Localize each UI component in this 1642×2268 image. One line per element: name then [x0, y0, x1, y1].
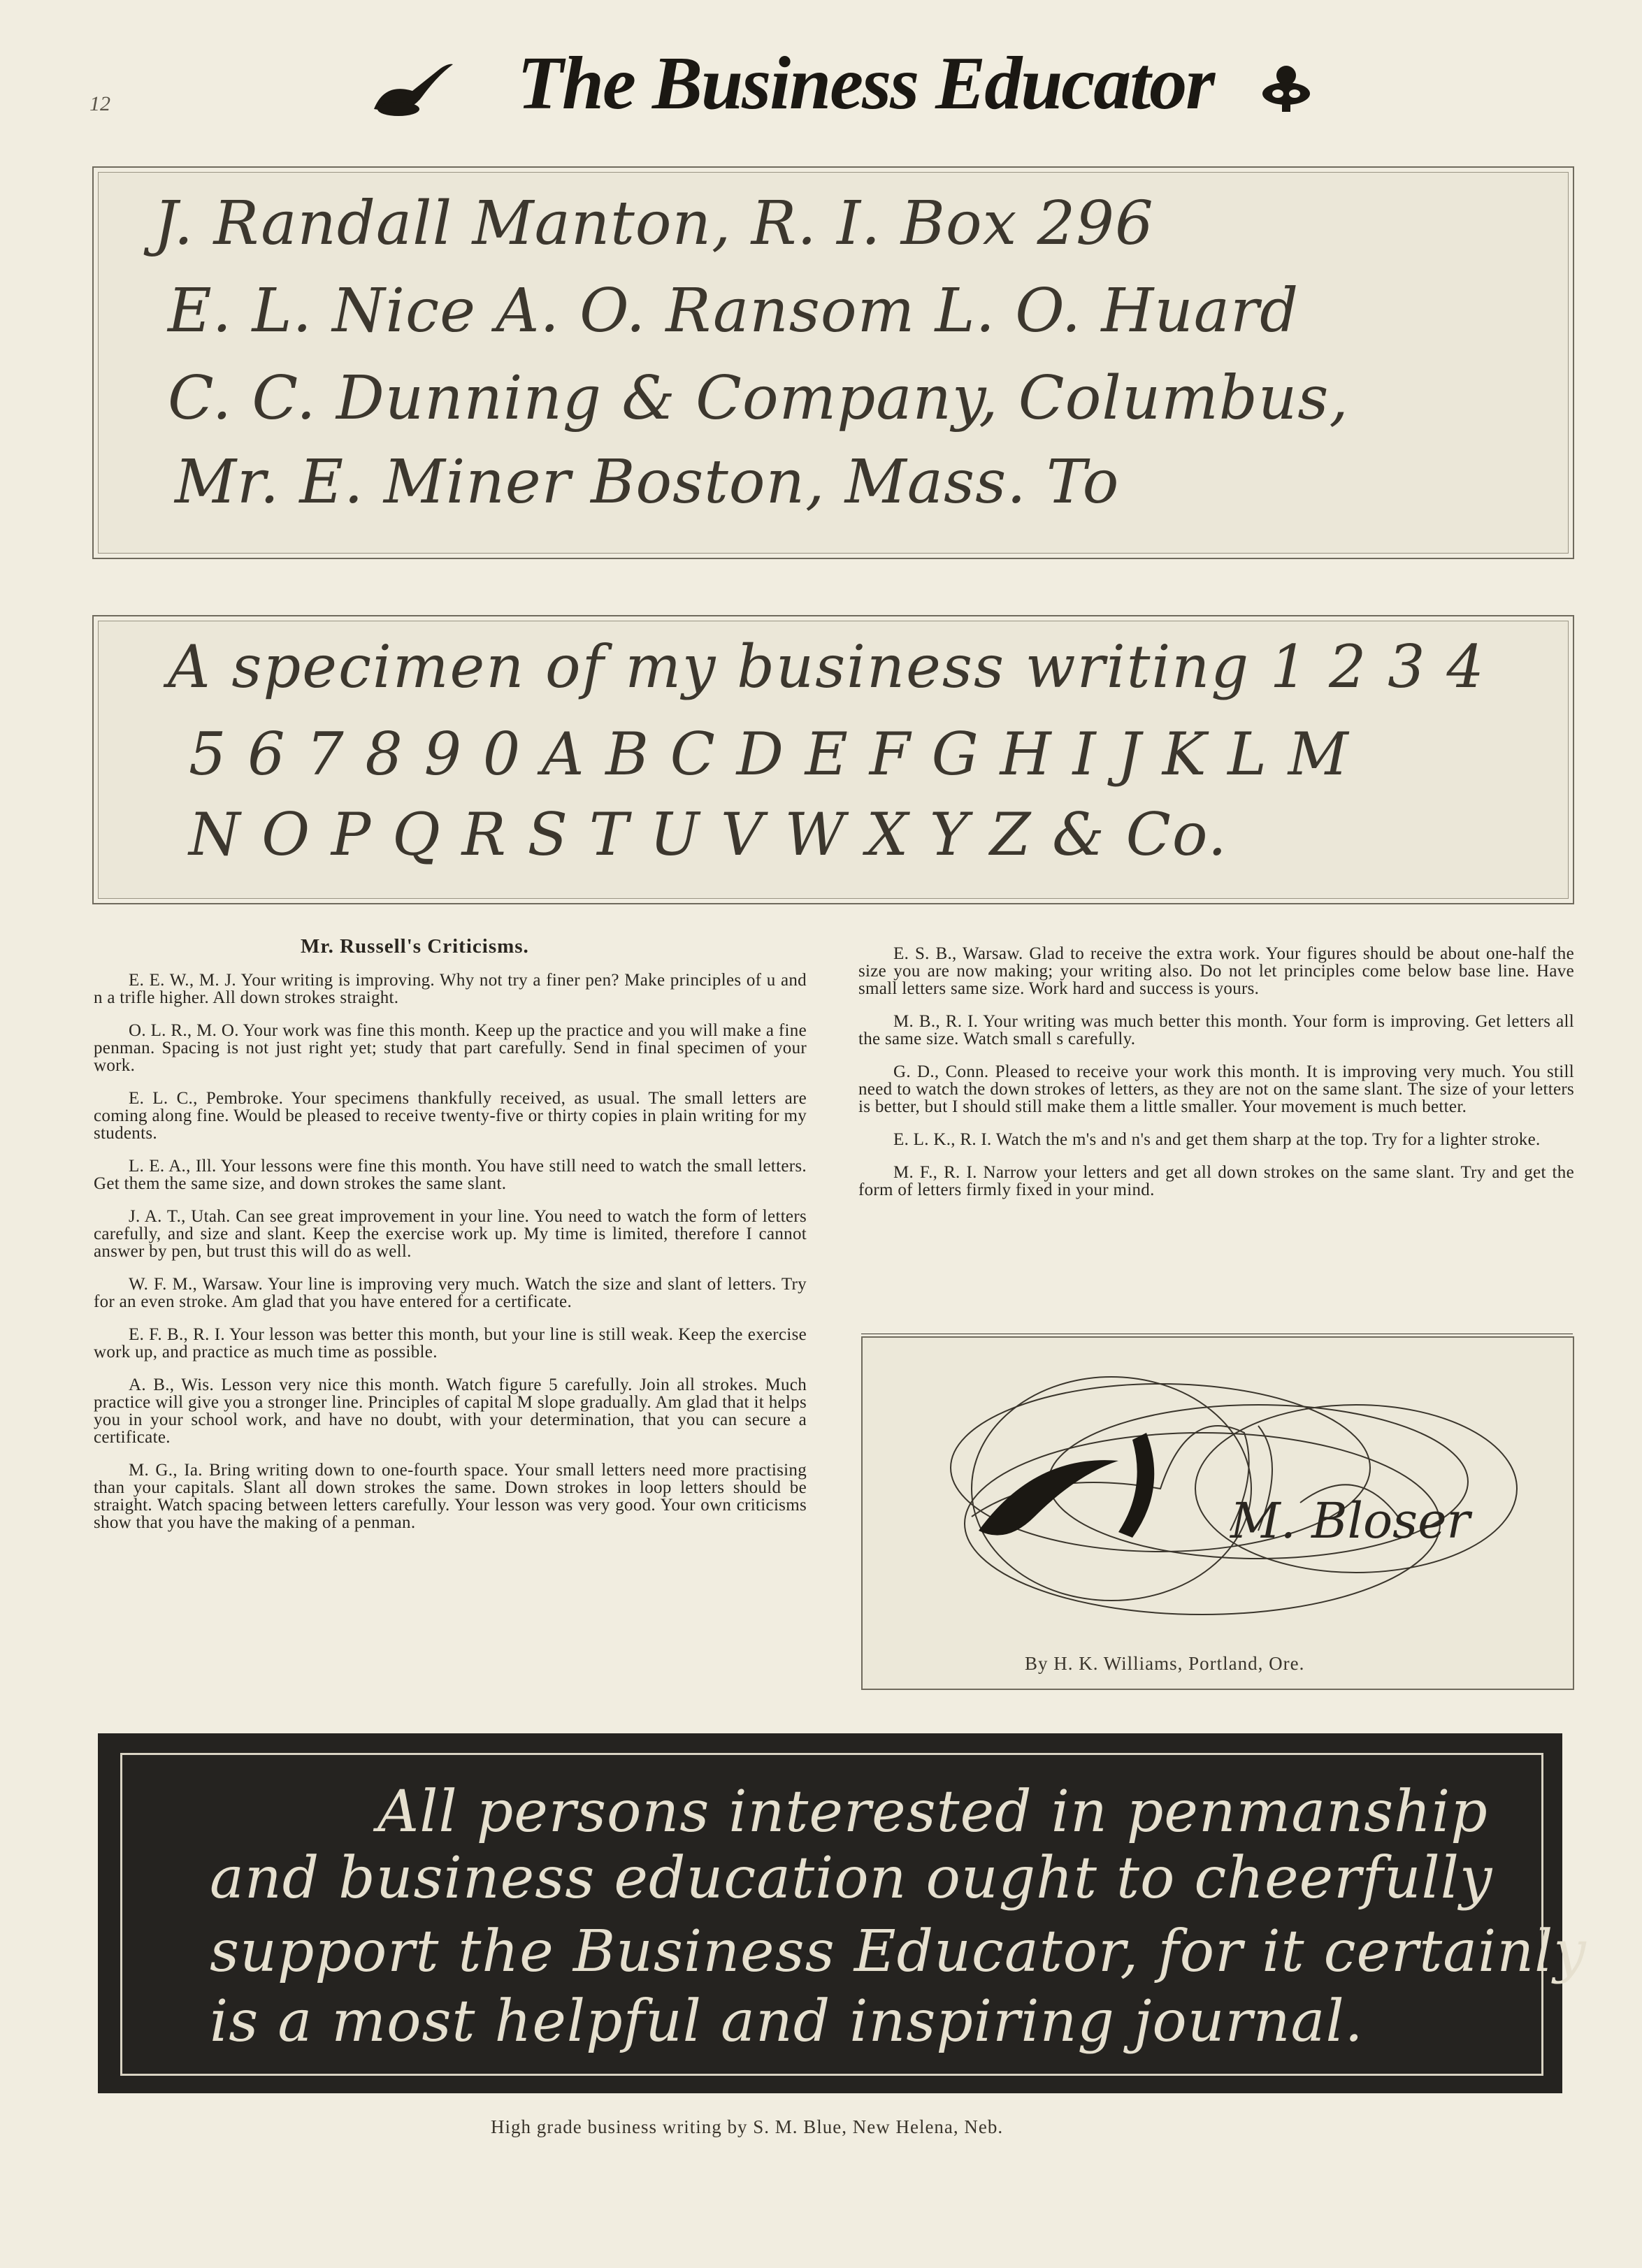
signature-text: M. Bloser [1230, 1492, 1470, 1550]
banner-line: All persons interested in penmanship [377, 1779, 1488, 1845]
specimen-line: N O P Q R S T U V W X Y Z & Co. [189, 800, 1228, 869]
criticism-paragraph: M. B., R. I. Your writing was much better this month. Your form is improving. Get letters all the same size. Watch small s carefully. [858, 1012, 1574, 1048]
specimen-line: 5 6 7 8 9 0 A B C D E F G H I J K L M [189, 720, 1350, 788]
criticism-paragraph: O. L. R., M. O. Your work was fine this month. Keep up the practice and you will make a fine penman. Spacing is not just right yet; study that part carefully. Send in final specimen of your work. [94, 1021, 807, 1075]
masthead-title: The Business Educator [517, 42, 1214, 125]
specimen-line: E. L. Nice A. O. Ransom L. O. Huard [168, 276, 1299, 346]
specimen-line: C. C. Dunning & Company, Columbus, [168, 363, 1349, 433]
banner-caption: High grade business writing by S. M. Blue, New Helena, Neb. [491, 2116, 1004, 2137]
specimen-line: Mr. E. Miner Boston, Mass. To [175, 447, 1120, 517]
criticism-paragraph: E. S. B., Warsaw. Glad to receive the extra work. Your figures should be about one-half the size you are now making; your writing also. Do not let principles come below base line. Have small letters same size. Work hard and success is yours. [858, 944, 1574, 998]
criticism-paragraph: J. A. T., Utah. Can see great improvement in your line. You need to watch the form of letters carefully, and size and slant. Keep the exercise work up. My time is limited, therefore I cannot answer by pen, but trust this will do as well. [94, 1207, 807, 1261]
criticism-paragraph: E. L. C., Pembroke. Your specimens thankfully received, as usual. The small letters are coming along fine. Would be pleased to receive twenty-five or thirty copies in plain writing for my students. [94, 1089, 807, 1143]
criticism-paragraph: G. D., Conn. Pleased to receive your work this month. It is improving very much. You still need to watch the down strokes of letters, as they are not on the same slant. The size of your letters is better, but I should still make them a little smaller. Your movement is much better. [858, 1062, 1574, 1116]
specimen-line: J. Randall Manton, R. I. Box 296 [154, 189, 1154, 259]
banner-line: is a most helpful and inspiring journal. [210, 1988, 1364, 2055]
flourished-signature-drawing [867, 1349, 1566, 1642]
banner-line: support the Business Educator, for it certainly [210, 1919, 1587, 1985]
page-number: 12 [89, 92, 110, 115]
criticism-paragraph: M. G., Ia. Bring writing down to one-fourth space. Your small letters need more practising than your capitals. Slant all down strokes the same. Down strokes in loop letters should be straight. Watch spacing between letters carefully. Your lesson was very good. Your own criticisms show that you have the making of a penman. [94, 1461, 807, 1532]
specimen-line: A specimen of my business writing 1 2 3 4 [168, 633, 1485, 701]
criticisms-left-column [94, 972, 807, 1547]
signature-caption: By H. K. Williams, Portland, Ore. [1025, 1653, 1305, 1674]
criticism-paragraph: E. L. K., R. I. Watch the m's and n's and get them sharp at the top. Try for a lighter stroke. [893, 1130, 1541, 1149]
criticism-paragraph: W. F. M., Warsaw. Your line is improving very much. Watch the size and slant of letters. Try for an even stroke. Am glad that you have entered for a certificate. [94, 1275, 807, 1311]
criticism-paragraph: L. E. A., Ill. Your lessons were fine this month. You have still need to watch the small letters. Get them the same size, and down strokes the same slant. [94, 1157, 807, 1193]
banner-line: and business education ought to cheerfully [210, 1845, 1493, 1912]
criticism-paragraph: E. F. B., R. I. Your lesson was better this month, but your line is still weak. Keep the exercise work up, and practice as much time as possible. [94, 1325, 807, 1361]
criticism-paragraph: E. E. W., M. J. Your writing is improving. Why not try a finer pen? Make principles of u and n a trifle higher. All down strokes straight. [94, 971, 807, 1007]
criticism-paragraph: M. F., R. I. Narrow your letters and get all down strokes on the same slant. Try and get the form of letters firmly fixed in your mind. [858, 1163, 1574, 1199]
criticism-paragraph: A. B., Wis. Lesson very nice this month. Watch figure 5 carefully. Join all strokes. Much practice will give you a stronger line. Principles of capital M slope gradually. Am glad that it helps you in your school work, and have no doubt, with your determination, that you can secure a certificate. [94, 1375, 807, 1447]
crest-icon [1258, 59, 1314, 115]
criticisms-title: Mr. Russell's Criticisms. [301, 935, 529, 958]
criticisms-right-column [858, 945, 1574, 1214]
quill-inkwell-icon [370, 55, 454, 117]
